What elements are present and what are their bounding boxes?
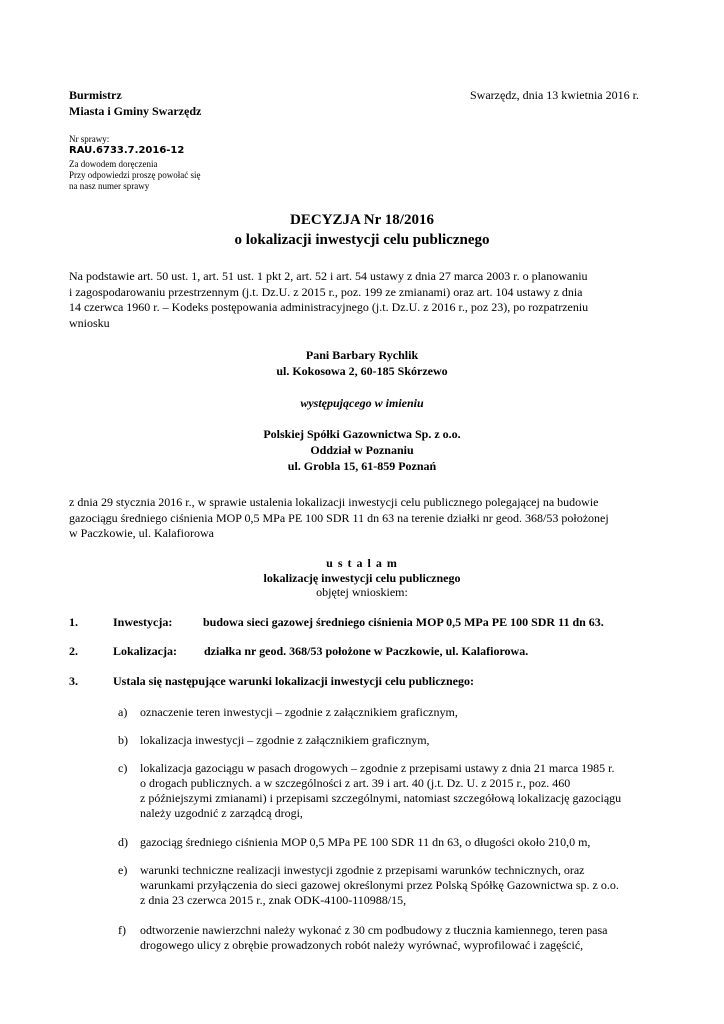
- authority-name: Burmistrz: [69, 88, 122, 102]
- company-address: ul. Grobla 15, 61-859 Poznań: [287, 459, 437, 473]
- intro-line: 14 czerwca 1960 r. – Kodeks postępowania administracyjnego (j.t. Dz.U. z 2016 r., poz 23), po rozpatrzeniu: [69, 300, 589, 314]
- applicant-address: ul. Kokosowa 2, 60-185 Skórzewo: [276, 364, 448, 378]
- condition-e-line: z dnia 23 czerwca 2015 r., znak ODK-4100-110988/15,: [140, 893, 407, 907]
- condition-f-line: odtworzenie nawierzchni należy wykonać z 30 cm podbudowy z tłucznia kamiennego, teren pasa: [140, 923, 608, 937]
- decision-subtitle: o lokalizacji inwestycji celu publicznego: [234, 232, 490, 248]
- reference-note: Przy odpowiedzi proszę powołać się: [69, 170, 201, 180]
- company-name: Polskiej Spółki Gazownictwa Sp. z o.o.: [263, 427, 461, 441]
- item-label-location: Lokalizacja:: [113, 644, 177, 658]
- decision-word: u s t a l a m: [326, 556, 398, 570]
- intro-line: wniosku: [69, 315, 110, 330]
- condition-e: [140, 863, 655, 908]
- intro-line: Na podstawie art. 50 ust. 1, art. 51 ust. 1 pkt 2, art. 52 i art. 54 ustawy z dnia 27 marca 2003 r. o planowaniu: [69, 269, 588, 283]
- condition-a: oznaczenie teren inwestycji – zgodnie z załącznikiem graficznym,: [140, 705, 458, 719]
- condition-c-line: z późniejszymi zmianami) i przepisami szczególnymi, natomiast szczegółową lokalizację gazociągu: [140, 791, 622, 805]
- condition-e-line: warunki techniczne realizacji inwestycji zgodnie z przepisami warunków technicznych, oraz: [140, 863, 585, 877]
- place-date: Swarzędz, dnia 13 kwietnia 2016 r.: [470, 88, 639, 102]
- item-text-investment: budowa sieci gazowej średniego ciśnienia MOP 0,5 MPa PE 100 SDR 11 dn 63.: [203, 615, 604, 629]
- condition-letter: f): [118, 923, 126, 937]
- condition-c-line: o drogach publicznych. a w szczególności z art. 39 i art. 40 (j.t. Dz. U. z 2015 r., poz. 460: [140, 776, 571, 790]
- condition-letter: c): [118, 761, 128, 775]
- condition-c-line: lokalizacja gazociągu w pasach drogowych – zgodnie z przepisami ustawy z dnia 21 marca 1985 r.: [140, 761, 615, 775]
- item-number: 3.: [69, 674, 78, 688]
- condition-letter: d): [118, 835, 128, 849]
- intro-paragraph: [69, 269, 655, 331]
- reference-note-line2: na nasz numer sprawy: [69, 181, 150, 191]
- condition-f: [140, 923, 655, 953]
- condition-c: [140, 761, 655, 821]
- acting-on-behalf: występującego w imieniu: [300, 396, 424, 410]
- request-line: z dnia 29 stycznia 2016 r., w sprawie ustalenia lokalizacji inwestycji celu publicznego polegającej na budowie: [69, 495, 599, 509]
- decision-covered: objętej wnioskiem:: [316, 585, 408, 599]
- condition-e-line: warunkami przyłączenia do sieci gazowej określonymi przez Polską Spółkę Gazownictwa sp. z o.o.: [140, 878, 619, 892]
- condition-letter: e): [118, 863, 128, 877]
- item-text-location: działka nr geod. 368/53 położone w Paczkowie, ul. Kalafiorowa.: [204, 644, 529, 658]
- item-text-conditions: Ustala się następujące warunki lokalizacji inwestycji celu publicznego:: [113, 674, 474, 688]
- request-line: w Paczkowie, ul. Kalafiorowa: [69, 526, 214, 540]
- case-label: Nr sprawy:: [69, 134, 110, 144]
- item-number: 1.: [69, 615, 78, 629]
- request-paragraph: [69, 495, 655, 542]
- item-number: 2.: [69, 644, 78, 658]
- applicant-name: Pani Barbary Rychlik: [305, 348, 419, 362]
- condition-f-line: drogowego ulicy z obrębie prowadzonych robót należy wyrównać, wyprofilować i zagęścić,: [140, 938, 584, 952]
- intro-line: i zagospodarowaniu przestrzennym (j.t. Dz.U. z 2015 r., poz. 199 ze zmianami) oraz art. 104 ustawy z dnia: [69, 284, 583, 299]
- authority-name-line2: Miasta i Gminy Swarzędz: [69, 104, 202, 118]
- request-line: gazociągu średniego ciśnienia MOP 0,5 MPa PE 100 SDR 11 dn 63 na terenie działki nr geod. 368/53 położonej: [69, 510, 609, 525]
- company-branch: Oddział w Poznaniu: [310, 443, 414, 457]
- decision-subject: lokalizację inwestycji celu publicznego: [263, 571, 461, 585]
- delivery-note: Za dowodem doręczenia: [69, 159, 158, 169]
- decision-title: DECYZJA Nr 18/2016: [290, 212, 434, 228]
- condition-d: gazociąg średniego ciśnienia MOP 0,5 MPa PE 100 SDR 11 dn 63, o długości około 210,0 m,: [140, 835, 591, 849]
- condition-c-line: należy uzgodnić z zarządcą drogi,: [140, 806, 303, 820]
- condition-letter: b): [118, 733, 128, 747]
- item-label-investment: Inwestycja:: [113, 615, 173, 629]
- condition-b: lokalizacja inwestycji – zgodnie z załącznikiem graficznym,: [140, 733, 430, 747]
- condition-letter: a): [118, 705, 128, 719]
- case-number: RAU.6733.7.2016-12: [69, 145, 185, 156]
